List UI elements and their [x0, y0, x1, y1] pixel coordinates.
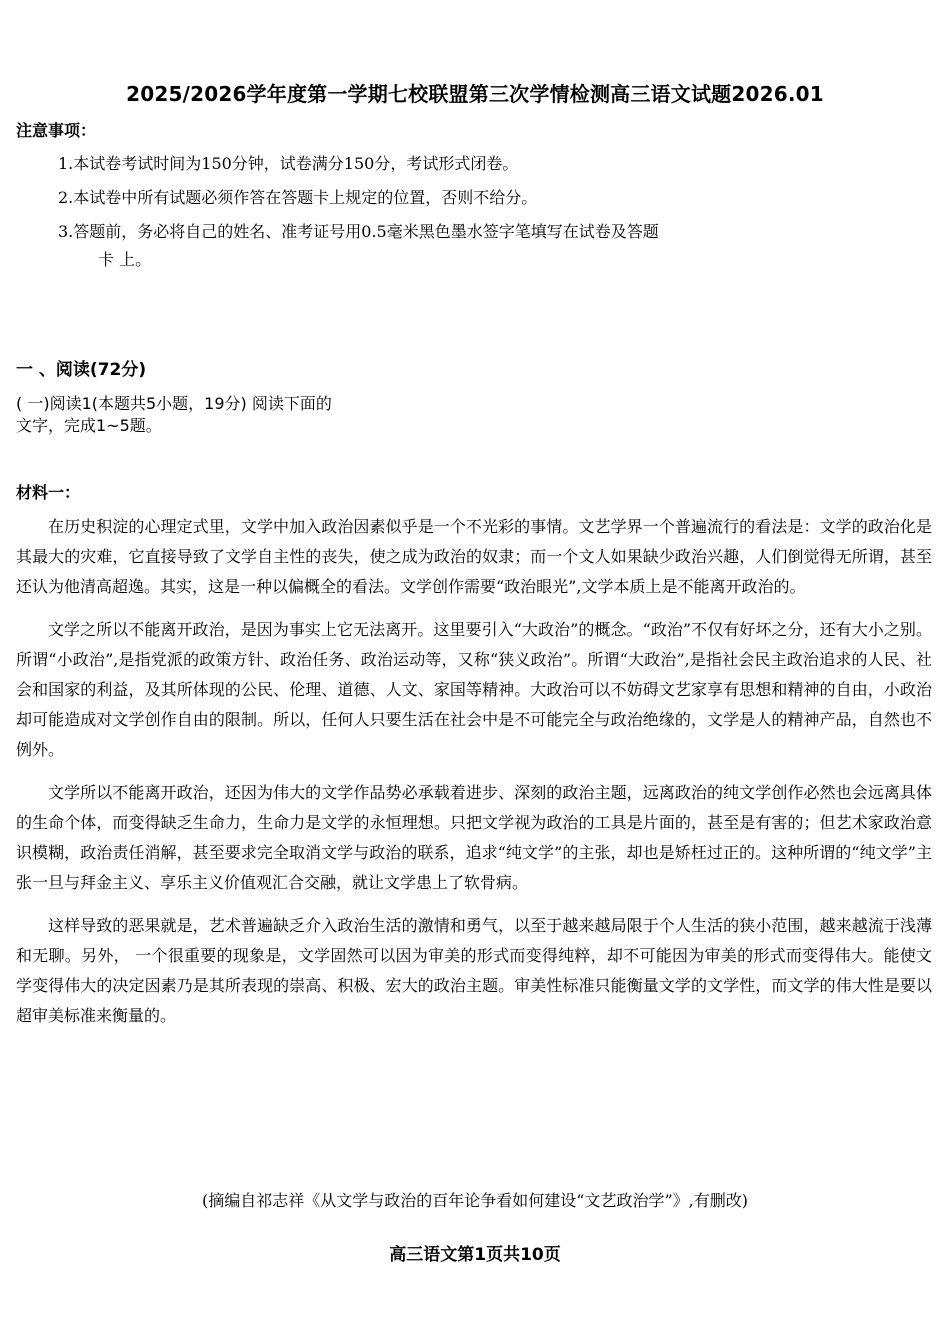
material-body [16, 512, 932, 1044]
notice-item-3-continued: 卡 上。 [98, 250, 152, 269]
source-citation: (摘编自祁志祥《从文学与政治的百年论争看如何建设“文艺政治学”》,有删改) [202, 1191, 748, 1210]
reading-intro: ( 一)阅读1(本题共5小题，19分) 阅读下面的文字，完成1~5题。 [16, 394, 332, 435]
paragraph-3: 文学所以不能离开政治，还因为伟大的文学作品势必承载着进步、深刻的政治主题，远离政治的纯文学创作必然也会远离具体的生命个体，而变得缺乏生命力，生命力是文学的永恒理想。只把文学视为政治的工具是片面的，甚至是有害的；但艺术家政治意识模糊，政治责任消解，甚至要求完全取消文学与政治的联系，追求“纯文学”的主张，却也是矫枉过正的。这种所谓的“纯文学”主张一旦与拜金主义、享乐主义价值观汇合交融，就让文学患上了软骨病。 [16, 783, 932, 892]
notice-item-2: 2.本试卷中所有试题必须作答在答题卡上规定的位置，否则不给分。 [58, 188, 538, 207]
notice-item-1: 1.本试卷考试时间为150分钟，试卷满分150分，考试形式闭卷。 [58, 154, 519, 173]
notice-item-3 [58, 218, 908, 274]
paragraph-2: 文学之所以不能离开政治，是因为事实上它无法离开。这里要引入“大政治”的概念。“政治”不仅有好坏之分，还有大小之别。所谓“小政治”,是指党派的政策方针、政治任务、政治运动等，又称“狭义政治”。所谓“大政治”,是指社会民主政治追求的人民、社会和国家的利益，及其所体现的公民、伦理、道德、人文、家国等精神。大政治可以不妨碍文艺家享有思想和精神的自由，小政治却可能造成对文学创作自由的限制。所以，任何人只要生活在社会中是不可能完全与政治绝缘的，文学是人的精神产品，自然也不例外。 [16, 620, 932, 759]
section-heading: 一 、阅读(72分) [16, 360, 147, 380]
page-footer: 高三语文第1页共10页 [389, 1245, 561, 1265]
exam-title: 2025/2026学年度第一学期七校联盟第三次学情检测高三语文试题2026.01 [126, 82, 824, 106]
paragraph-1: 在历史积淀的心理定式里，文学中加入政治因素似乎是一个不光彩的事情。文艺学界一个普遍流行的看法是：文学的政治化是其最大的灾难，它直接导致了文学自主性的丧失，使之成为政治的奴隶；而一个文人如果缺少政治兴趣，人们倒觉得无所谓，甚至还认为他清高超逸。其实，这是一种以偏概全的看法。文学创作需要“政治眼光”,文学本质上是不能离开政治的。 [16, 517, 932, 596]
material-heading: 材料一： [16, 483, 81, 502]
paragraph-4: 这样导致的恶果就是，艺术普遍缺乏介入政治生活的激情和勇气，以至于越来越局限于个人生活的狭小范围，越来越流于浅薄和无聊。另外， 一个很重要的现象是，文学固然可以因为审美的形式而变得纯粹，却不可能因为审美的形式而变得伟大。能使文学变得伟大的决定因素乃是其所表现的崇高、积极、宏大的政治主题。审美性标准只能衡量文学的文学性，而文学的伟大性是要以超审美标准来衡量的。 [16, 916, 932, 1025]
notice-heading: 注意事项： [16, 121, 97, 140]
notice-item-3-text: 3.答题前，务必将自己的姓名、准考证号用0.5毫米黑色墨水签字笔填写在试卷及答题 [58, 222, 659, 241]
notice-list [58, 150, 908, 280]
